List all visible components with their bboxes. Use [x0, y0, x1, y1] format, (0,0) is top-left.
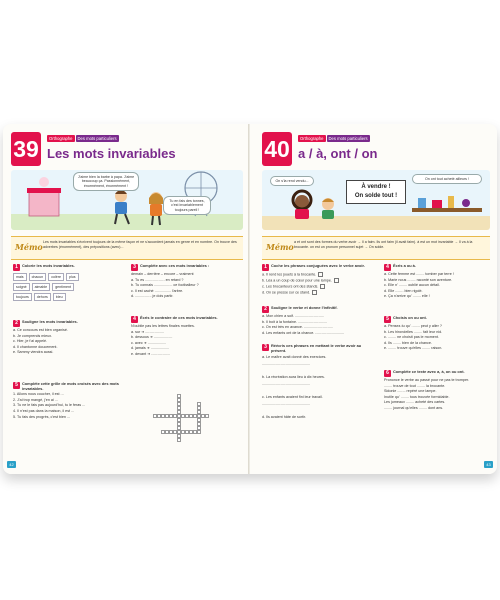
crossword-cell[interactable]: [197, 430, 201, 434]
exercise-instruction: Souligne les mots invariables.: [22, 319, 78, 324]
exercise-number: 3: [262, 344, 269, 351]
exercise-number: 4: [384, 264, 391, 271]
crossword-cell[interactable]: [177, 438, 181, 442]
exercise-line[interactable]: c. Hier, je t'ai appelé.: [13, 339, 48, 344]
exercise-line[interactable]: a. Tu es ................... en retard ?: [131, 277, 184, 282]
word-cell[interactable]: aimable: [32, 283, 51, 291]
memo-label: Mémo: [15, 242, 43, 252]
exercise-line[interactable]: d. jamais ➜ ..................: [131, 346, 170, 351]
word-cell[interactable]: soigné: [13, 283, 30, 291]
exercise-number: 5: [13, 382, 20, 389]
sign-line-1: À vendre !: [361, 184, 391, 190]
exercise-line[interactable]: b. dessous ➜ ..................: [131, 335, 173, 340]
exercise-line[interactable]: a. Cette femme est ........ tomber par terre !: [384, 272, 454, 276]
exercise-4: [131, 316, 243, 358]
crossword-cell[interactable]: [197, 410, 201, 414]
lesson-title: a / à, ont / on: [298, 146, 378, 161]
exercise-line[interactable]: a. Pensez-tu qu' ........ peut y aller ?: [384, 324, 442, 328]
exercise-number: 6: [384, 370, 391, 377]
exercise-line[interactable]: ........ trouve de tout ........ la brocante.: [384, 383, 446, 388]
boy-seller-icon: [322, 198, 334, 219]
exercise-number: 2: [13, 320, 20, 327]
page-number: 42: [7, 461, 16, 468]
answer-line[interactable]: ...............................................: [262, 382, 311, 387]
exercise-line[interactable]: d. Les enfants ont de la chance. ............................: [262, 330, 344, 335]
exercise-1: [262, 264, 372, 296]
exercise-instruction: Écris a ou à.: [393, 263, 416, 268]
exercise-instruction: Colorie les mots invariables.: [22, 263, 75, 268]
tag-category: Orthographe: [300, 136, 324, 141]
exercise-line[interactable]: b. La récréation aura lieu à dix heures.: [262, 375, 325, 380]
exercise-line[interactable]: a. Il rend les jouets à la brocante.: [262, 272, 372, 278]
girl-seller-icon: [293, 191, 311, 219]
crossword-grid[interactable]: [153, 394, 233, 454]
exercise-line: Prononce le verbe au passé pour ne pas te tromper.: [384, 378, 470, 382]
exercise-number: 4: [131, 316, 138, 323]
right-page: [250, 124, 497, 474]
exercise-1: [13, 264, 118, 301]
lesson-illustration: [11, 170, 243, 230]
exercise-3: [262, 344, 372, 421]
exercise-line[interactable]: c. Elle n' ........ oublié aucun détail.: [384, 283, 440, 288]
crossword-cell[interactable]: [177, 410, 181, 414]
exercise-line[interactable]: b. Les hirondelles ........ fait leur nid.: [384, 329, 443, 334]
word-grid: [13, 273, 83, 301]
exercise-2: [262, 306, 372, 336]
lesson-illustration: [262, 170, 490, 230]
memo-box: [262, 236, 490, 260]
exercise-line[interactable]: ........ journal qu'elles ........ dont ans.: [384, 405, 444, 410]
exercise-instruction: Écris le contraire de ces mots invariables.: [140, 315, 218, 320]
word-cell[interactable]: toujours: [13, 293, 32, 301]
exercise-number: 1: [13, 264, 20, 271]
exercise-line: 3. Tu ne le fais pas aujourd'hui, tu le feras ...: [13, 403, 86, 408]
checkbox[interactable]: [312, 290, 317, 295]
book-spread: [3, 124, 497, 474]
exercise-line[interactable]: e. Ça n'arrive qu' ........ elle !: [384, 294, 430, 299]
exercise-line[interactable]: c. Les brocanteurs ont des stands.: [262, 284, 372, 290]
exercise-number: 3: [131, 264, 138, 271]
checkbox[interactable]: [334, 278, 339, 283]
answer-line[interactable]: ...............................................: [262, 362, 311, 367]
exercise-line[interactable]: e. ........ trouve qu'elles ........ raison.: [384, 346, 443, 351]
checkbox[interactable]: [320, 284, 325, 289]
exercise-line[interactable]: d. Ils avaient hâte de sortir.: [262, 415, 307, 420]
exercise-line[interactable]: a. sur ➜ ..................: [131, 329, 164, 334]
exercise-line[interactable]: a. Ce concours est bien organisé.: [13, 328, 68, 332]
exercise-subtitle: demain – derrière – encore – vraiment: [131, 272, 194, 276]
exercise-line[interactable]: Sidonie ........ repéré une lampe.: [384, 389, 437, 394]
exercise-line[interactable]: d. On se presse sur ce stand.: [262, 290, 372, 296]
exercise-line[interactable]: a. Le maître avait donné des exercices.: [262, 355, 327, 360]
memo-label: Mémo: [266, 242, 294, 252]
sign-line-2: On solde tout !: [354, 193, 398, 199]
crossword-cell[interactable]: [173, 430, 177, 434]
exercise-3: [131, 264, 243, 300]
speech-bubble-girl: Tu en fais des tonnes, c'est invariablement toujours pareil !: [163, 196, 211, 215]
exercise-instruction: Souligne le verbe et donne l'infinitif.: [271, 305, 338, 310]
exercise-2: [13, 320, 118, 356]
exercise-instruction: Coche les phrases conjuguées avec le verbe avoir.: [271, 263, 365, 268]
exercise-line[interactable]: b. Je comprends mieux.: [13, 333, 53, 338]
exercise-subtitle: N'oublie pas les lettres finales muettes.: [131, 324, 195, 328]
word-cell[interactable]: bleu: [53, 293, 66, 301]
memo-text: Les mots invariables s'écrivent toujours de la même façon et ne s'accordent jamais en genre et en nombre. On trouve des adverbes (énormément), des prépositions (avec)...: [43, 240, 237, 249]
word-cell[interactable]: colère: [48, 273, 64, 281]
exercise-line[interactable]: d. Elle ........ bien rigolé.: [384, 288, 423, 293]
exercise-5: [13, 382, 133, 420]
exercise-line[interactable]: e. Sammy viendra aussi.: [13, 350, 54, 355]
left-page: [3, 124, 250, 474]
exercise-line[interactable]: c. Les enfants avaient fini leur travail.: [262, 395, 323, 400]
stall-table-icon: [412, 196, 482, 212]
exercise-number: 2: [262, 306, 269, 313]
lesson-title: Les mots invariables: [47, 146, 176, 161]
lesson-tags: [47, 135, 120, 142]
exercise-line[interactable]: b. Il boit à la fontaine. ............................: [262, 319, 327, 324]
answer-line[interactable]: ...............................................: [262, 402, 311, 407]
exercise-line[interactable]: a. Mon chien a soif. ............................: [262, 314, 324, 318]
lesson-number: 40: [262, 132, 292, 166]
tag-subcategory: Des mots particuliers: [328, 136, 368, 141]
tag-category: Orthographe: [49, 136, 73, 141]
exercise-line: 5. Tu fais des progrès, c'est bien ...: [13, 414, 71, 419]
word-cell[interactable]: mais: [13, 273, 27, 281]
exercise-6: [384, 370, 490, 412]
exercise-instruction: Réécris ces phrases en mettant le verbe avoir au présent.: [271, 343, 362, 353]
speech-bubble-girl: On s'la rend vendu...: [270, 176, 314, 186]
exercise-line[interactable]: c. ........ ne choisit pas le moment.: [384, 335, 439, 340]
speech-bubble-boy: J'aime bien la barbe à papa. J'aime beaucoup ça. Passionnément, énormément, énormément !: [73, 172, 139, 191]
exercise-line[interactable]: b. Tu connais .................. ce footballeur ?: [131, 283, 199, 288]
exercise-number: 1: [262, 264, 269, 271]
for-sale-sign: [346, 180, 406, 204]
page-number: 43: [484, 461, 493, 468]
tag-subcategory: Des mots particuliers: [77, 136, 117, 141]
exercise-line: 2. J'ai trop mangé, j'en ai ...: [13, 397, 58, 402]
exercise-line[interactable]: e. devant ➜ ..................: [131, 351, 170, 356]
exercise-line: 1. Allons nous coucher, il est ...: [13, 392, 64, 397]
exercise-line[interactable]: d. ................ je dois partir.: [131, 294, 174, 299]
candy-floss-stand-icon: [27, 177, 61, 216]
exercise-line: 4. Il n'est pas dans la maison, il est ...: [13, 408, 75, 413]
word-cell[interactable]: dehors: [34, 293, 51, 301]
exercise-instruction: Complète ce texte avec a, à, on ou ont.: [393, 369, 465, 374]
crossword-cell[interactable]: [205, 414, 209, 418]
exercise-line[interactable]: b. Marie nous ........ raconté son aventure.: [384, 277, 453, 282]
exercise-line[interactable]: d. Ils ........ bien de la chance.: [384, 340, 432, 345]
exercise-line[interactable]: b. Léa a un coup de cœur pour une lampe.: [262, 278, 372, 284]
lesson-tags: [298, 135, 371, 142]
exercise-number: 5: [384, 316, 391, 323]
speech-bubble-customer: On ont tout acheté ailleurs !: [412, 174, 482, 184]
exercise-instruction: Complète avec ces mots invariables :: [140, 263, 210, 268]
lesson-number: 39: [11, 132, 41, 166]
memo-text: a et ont sont des formes du verbe avoir → Il a faim. Ils ont faim (il avait faim). à est un mot invariable → Il va à la brocante. on est un pronom personnel sujet → On solde.: [294, 240, 473, 249]
memo-box: [11, 236, 243, 260]
exercise-5: [384, 316, 490, 352]
exercise-line[interactable]: c. On est très en avance. ............................: [262, 325, 333, 330]
word-cell[interactable]: chacun: [29, 273, 47, 281]
checkbox[interactable]: [318, 272, 323, 277]
exercise-line[interactable]: c. avec ➜ ..................: [131, 340, 167, 345]
word-cell[interactable]: plus: [66, 273, 79, 281]
exercise-line[interactable]: Les jumeaux ........ acheté des cartes.: [384, 400, 446, 405]
exercise-4: [384, 264, 490, 300]
exercise-line[interactable]: d. Il chantonne doucement.: [13, 344, 58, 349]
exercise-line[interactable]: Inutile qu' ........ tous trouvée formidable.: [384, 394, 450, 399]
exercise-line[interactable]: c. Il est caché ................ l'arbre.: [131, 288, 184, 293]
crossword-cell[interactable]: [193, 430, 197, 434]
exercise-instruction: Choisis on ou ont.: [393, 315, 427, 320]
word-cell[interactable]: gentiment: [52, 283, 74, 291]
exercise-instruction: Complète cette grille de mots croisés avec des mots invariables.: [22, 381, 119, 391]
